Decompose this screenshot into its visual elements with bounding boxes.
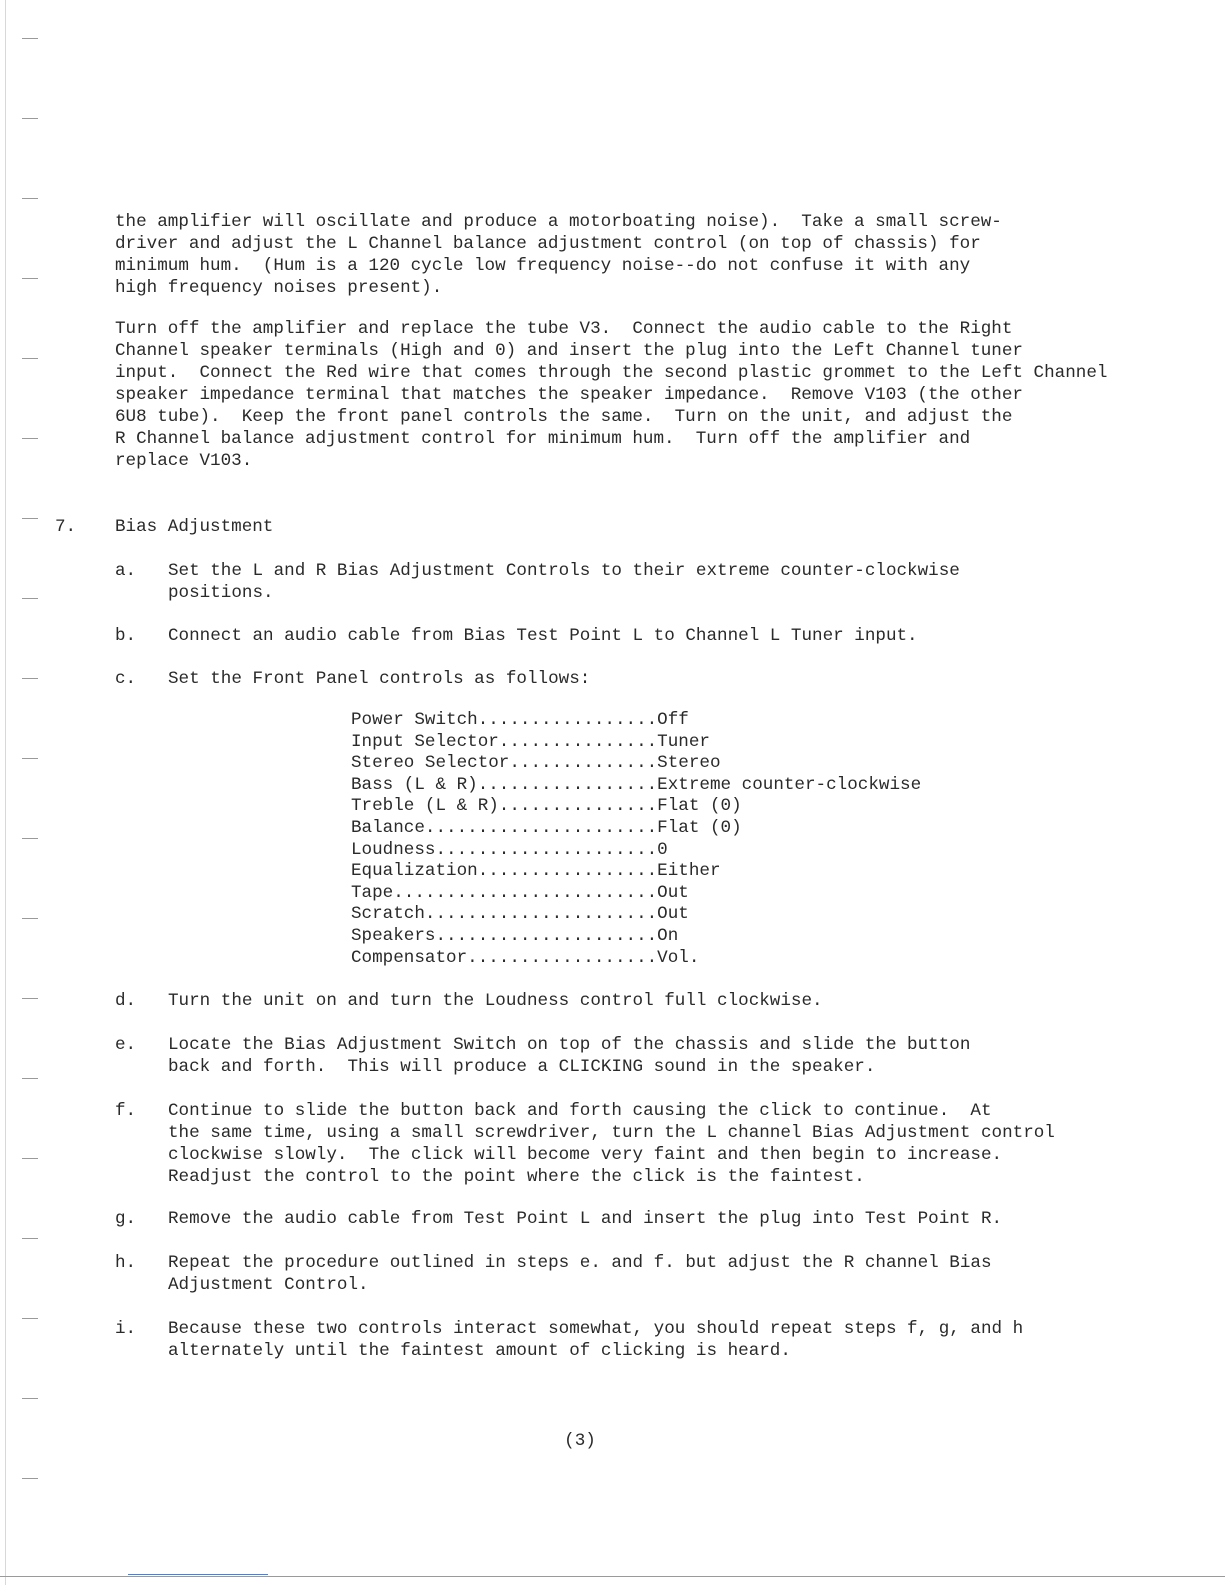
section-title: Bias Adjustment (115, 517, 274, 537)
step-text-c: Set the Front Panel controls as follows: (168, 669, 591, 689)
step-text-e: Locate the Bias Adjustment Switch on top of the chassis and slide the button back and forth. This will produce a CLICKING sound in the speaker. (168, 1035, 971, 1077)
margin-tick (22, 358, 38, 359)
margin-tick (22, 198, 38, 199)
step-letter-i: i. (115, 1319, 137, 1339)
margin-tick (22, 998, 38, 999)
step-letter-c: c. (115, 669, 137, 689)
bottom-rule (0, 1576, 1225, 1577)
scan-edge-line (5, 0, 6, 1585)
step-letter-b: b. (115, 626, 137, 646)
step-text-d: Turn the unit on and turn the Loudness control full clockwise. (168, 991, 823, 1011)
setting-power-switch: Power Switch.................Off (351, 710, 689, 730)
step-letter-e: e. (115, 1035, 137, 1055)
margin-tick (22, 278, 38, 279)
intro-paragraph-2: Turn off the amplifier and replace the tube V3. Connect the audio cable to the Right Channel speaker terminals (High and 0) and insert the plug into the Left Channel tuner input. Connect the Red wire that comes through the second plastic grommet to the Left Channel speaker impedance terminal that matches the speaker impedance. Remove V103 (the other 6U8 tube). Keep the front panel controls the same. Turn on the unit, and adjust the R Channel balance adjustment control for minimum hum. Turn off the amplifier and replace V103. (115, 319, 1108, 471)
step-text-g: Remove the audio cable from Test Point L and insert the plug into Test Point R. (168, 1209, 1003, 1229)
step-text-b: Connect an audio cable from Bias Test Point L to Channel L Tuner input. (168, 626, 918, 646)
margin-tick (22, 838, 38, 839)
step-letter-d: d. (115, 991, 137, 1011)
setting-loudness: Loudness.....................0 (351, 839, 668, 860)
margin-tick (22, 1158, 38, 1159)
setting-bass: Bass (L & R).................Extreme counter-clockwise (351, 774, 922, 795)
step-letter-g: g. (115, 1209, 137, 1229)
intro-paragraph-1: the amplifier will oscillate and produce a motorboating noise). Take a small screw- driver and adjust the L Channel balance adjustment control (on top of chassis) for minimum hum. (Hum is a 120 cycle low frequency noise--do not confuse it with any high frequency noises present). (115, 212, 1002, 298)
setting-treble: Treble (L & R)...............Flat (0) (351, 796, 742, 817)
margin-tick (22, 1078, 38, 1079)
step-text-f: Continue to slide the button back and forth causing the click to continue. At the same time, using a small screwdriver, turn the L channel Bias Adjustment control clockwise slowly. The click will become very faint and then begin to increase. Readjust the control to the point where the click is the faintest. (168, 1101, 1055, 1187)
step-letter-h: h. (115, 1253, 137, 1273)
setting-tape: Tape.........................Out (351, 882, 689, 903)
step-text-h: Repeat the procedure outlined in steps e. and f. but adjust the R channel Bias Adjustment Control. (168, 1253, 992, 1295)
step-text-a: Set the L and R Bias Adjustment Controls to their extreme counter-clockwise positions. (168, 561, 960, 603)
margin-tick (22, 1318, 38, 1319)
bottom-link-underline (128, 1574, 268, 1575)
margin-tick (22, 1398, 38, 1399)
setting-scratch: Scratch......................Out (351, 904, 689, 925)
margin-tick (22, 918, 38, 919)
margin-tick (22, 598, 38, 599)
step-text-i: Because these two controls interact somewhat, you should repeat steps f, g, and h alternately until the faintest amount of clicking is heard. (168, 1319, 1024, 1361)
margin-tick (22, 1478, 38, 1479)
setting-equalization: Equalization.................Either (351, 861, 721, 882)
margin-tick (22, 518, 38, 519)
setting-compensator: Compensator..................Vol. (351, 947, 700, 968)
front-panel-settings (351, 710, 921, 969)
setting-stereo-selector: Stereo Selector..............Stereo (351, 753, 721, 774)
margin-tick (22, 38, 38, 39)
setting-input-selector: Input Selector...............Tuner (351, 731, 710, 752)
setting-balance: Balance......................Flat (0) (351, 817, 742, 838)
margin-tick (22, 678, 38, 679)
setting-speakers: Speakers.....................On (351, 925, 679, 946)
margin-tick (22, 1238, 38, 1239)
step-letter-a: a. (115, 561, 137, 581)
page-number: (3) (564, 1431, 596, 1451)
step-letter-f: f. (115, 1101, 137, 1121)
margin-tick (22, 758, 38, 759)
margin-tick (22, 118, 38, 119)
margin-tick (22, 438, 38, 439)
section-number: 7. (55, 517, 77, 537)
